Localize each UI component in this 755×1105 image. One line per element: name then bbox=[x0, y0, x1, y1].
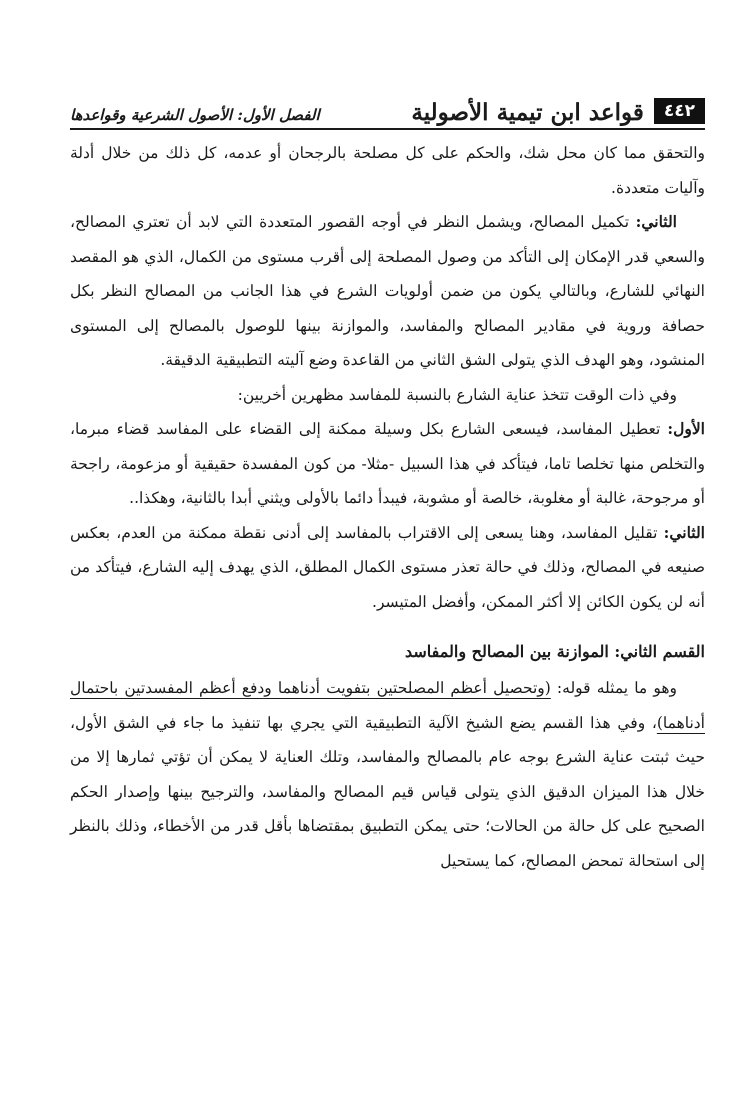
paragraph-lead: الثاني: bbox=[635, 212, 677, 231]
paragraph-continuation bbox=[70, 136, 705, 205]
running-section-title: الفصل الأول: الأصول الشرعية وقواعدها bbox=[70, 106, 320, 124]
paragraph-intro-mafasid bbox=[70, 378, 705, 413]
closing-text: ، وفي هذا القسم يضع الشيخ الآلية التطبيقية التي يجري بها تنفيذ ما جاء في الشق الأول، حيث ثبتت عناية الشرع بوجه عام بالمصالح والمفاسد، وتلك العناية لا يمكن أن تؤتي ثمارها إلا من خلال هذا الميزان الدقيق الذي يتولى قياس قيم المصالح والمفاسد، والترجيح بينها وإصدار الحكم الصحيح على كل حالة من الحالات؛ حتى يمكن التطبيق بمقتضاها بأقل قدر من الأخطاء، وذلك بالنظر إلى استحالة تمحض المصالح، كما يستحيل bbox=[70, 713, 705, 870]
paragraph-text: تعطيل المفاسد، فيسعى الشارع بكل وسيلة ممكنة إلى القضاء على المفاسد قضاء مبرما، والتخلص منها تخلصا تاما، فيتأكد في هذا السبيل -مثلا- من كون المفسدة حقيقية أو مزعومة، راجحة أو مرجوحة، غالبة أو مغلوبة، خالصة أو مشوبة، فيبدأ دائما بالأولى ويثني أبدا بالثانية، وهكذا.. bbox=[70, 420, 705, 507]
page-number: ٤٤٢ bbox=[654, 98, 705, 124]
paragraph-text: والتحقق مما كان محل شك، والحكم على كل مصلحة بالرجحان أو عدمه، كل ذلك من خلال أدلة وآليات متعددة. bbox=[70, 144, 705, 197]
paragraph-second-point bbox=[70, 205, 705, 378]
book-title: قواعد ابن تيمية الأصولية bbox=[411, 99, 644, 126]
paragraph-text: تكميل المصالح، ويشمل النظر في أوجه القصور المتعددة التي لابد أن تعتري المصالح، والسعي قدر الإمكان إلى التأكد من وصول المصلحة إلى أقرب مستوى من الكمال، الذي هو المقصد النهائي للشارع، وبالتالي يكون من ضمن أولويات الشرع في هذا الجانب من المصالح النظر بكل حصافة وروية في مقادير المصالح والمفاسد، والموازنة بينها للوصول بالمصالح إلى المستوى المنشود، وهو الهدف الذي يتولى الشق الثاني من القاعدة وضع آليته التطبيقية الدقيقة. bbox=[70, 213, 705, 369]
paragraph-lead: الأول: bbox=[667, 419, 705, 438]
header-right bbox=[411, 98, 705, 128]
closing-intro: وهو ما يمثله قوله: bbox=[550, 679, 677, 697]
page-header bbox=[70, 92, 705, 130]
book-page bbox=[70, 92, 705, 878]
quoted-rule: (وتحصيل أعظم المصلحتين بتفويت أدناهما ودفع أعظم المفسدتين باحتمال أدناهما) bbox=[70, 679, 705, 732]
section-heading: القسم الثاني: الموازنة بين المصالح والمفاسد bbox=[405, 642, 705, 661]
paragraph-lead: الثاني: bbox=[663, 522, 705, 542]
paragraph-text: تقليل المفاسد، وهنا يسعى إلى الاقتراب بالمفاسد إلى أدنى نقطة ممكنة من العدم، بعكس صنيعه في المصالح، وذلك في حالة تعذر مستوى الكمال المطلق، الذي يهدف إليه الشارع، فيتأكد من أنه لن يكون الكائن إلا أكثر الممكن، وأفضل المتيسر. bbox=[70, 523, 705, 611]
paragraph-closing bbox=[70, 671, 705, 878]
paragraph-second-aspect bbox=[70, 516, 705, 620]
body-text bbox=[70, 136, 705, 878]
paragraph-text: وفي ذات الوقت تتخذ عناية الشارع بالنسبة للمفاسد مظهرين أخريين: bbox=[237, 385, 677, 404]
paragraph-first-aspect bbox=[70, 412, 705, 516]
